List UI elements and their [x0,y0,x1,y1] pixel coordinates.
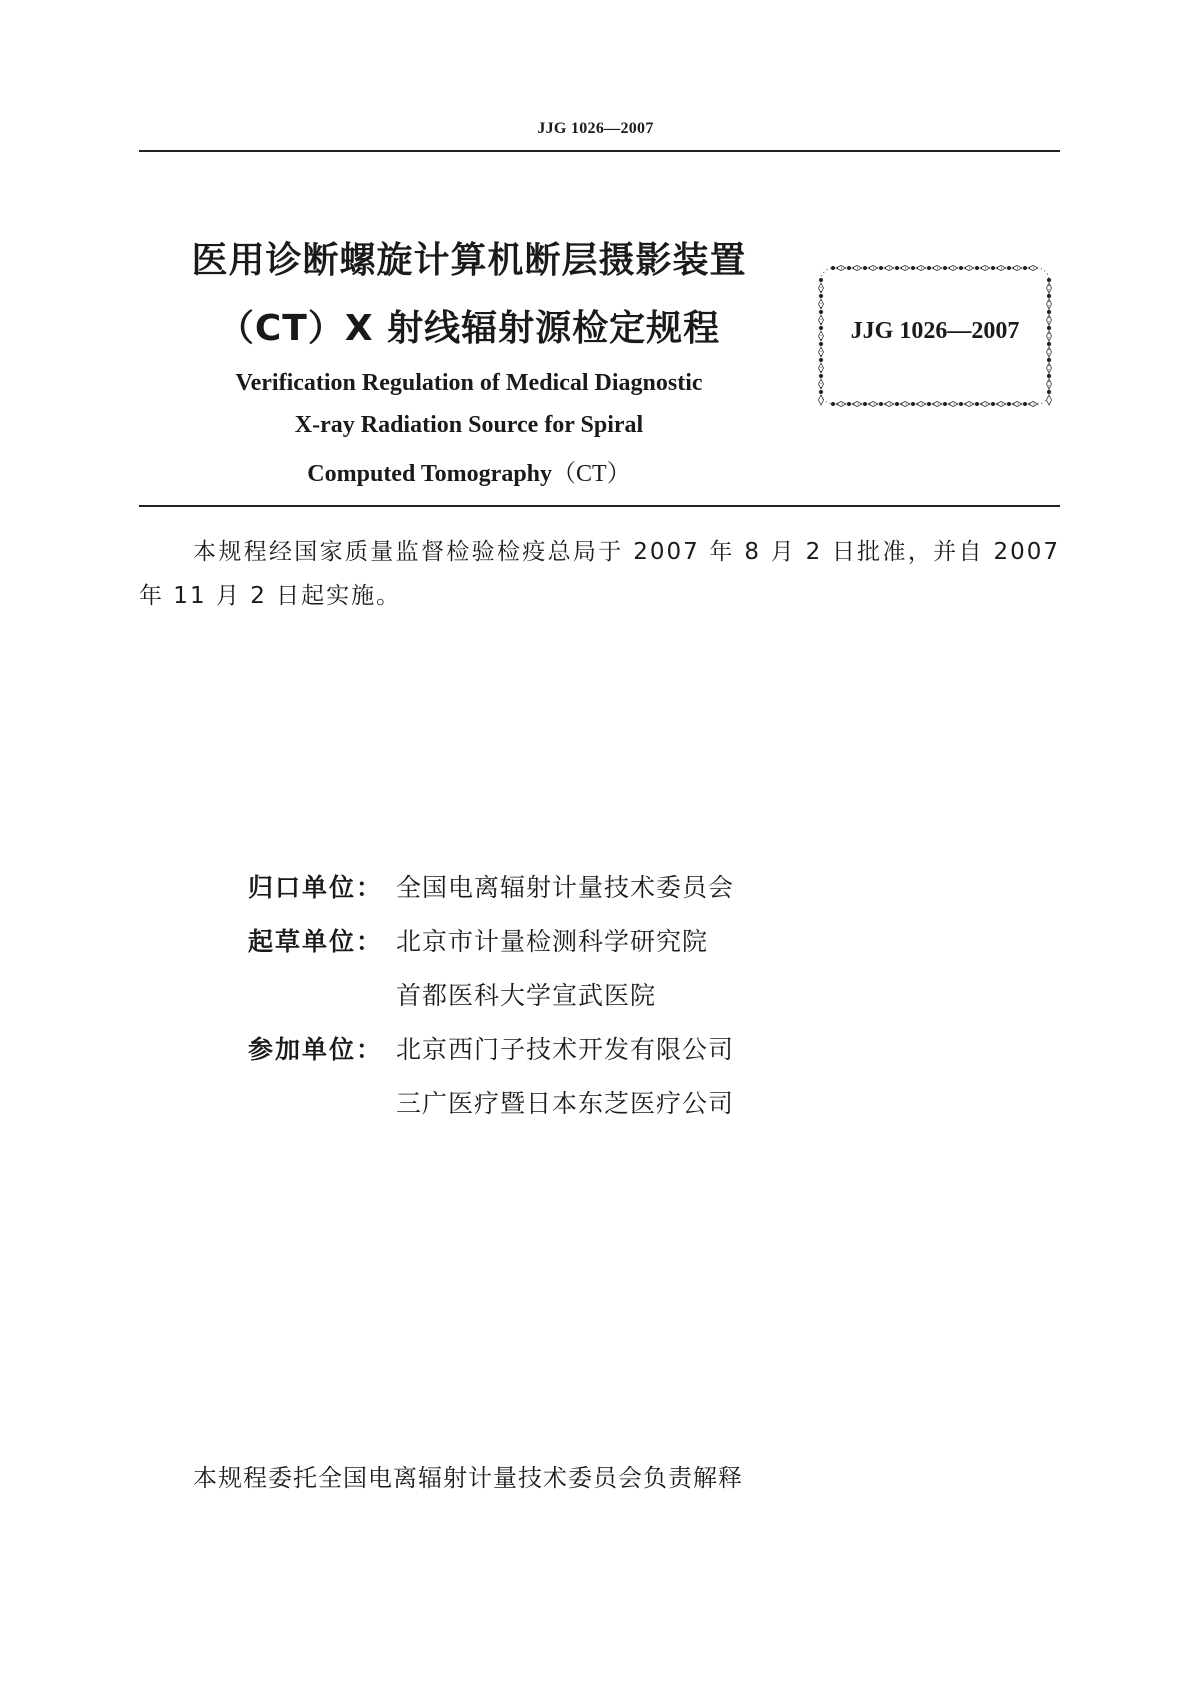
org-label-drafting: 起草单位： [248,927,384,956]
org-value-responsible: 全国电离辐射计量技术委员会 [396,873,735,902]
org-value-participating-2: 三广医疗暨日本东芝医疗公司 [396,1089,735,1118]
regulation-code: JJG 1026—2007 [850,318,1020,344]
page-header-code: JJG 1026—2007 [537,120,654,137]
title-rule [139,505,1060,507]
title-en-line3-paren: （CT） [552,461,631,487]
regulation-code-box [815,262,1055,410]
header-rule [139,150,1060,152]
title-en-line2: X-ray Radiation Source for Spiral [294,412,644,438]
title-en-line1: Verification Regulation of Medical Diagnostic [235,370,703,396]
org-label-participating: 参加单位： [248,1035,384,1064]
interpretation-note: 本规程委托全国电离辐射计量技术委员会负责解释 [193,1464,743,1492]
approval-statement: 本规程经国家质量监督检验检疫总局于 2007 年 8 月 2 日批准，并自 2007 年 11 月 2 日起实施。 [139,539,1060,609]
org-value-drafting-2: 首都医科大学宣武医院 [396,981,657,1010]
org-label-responsible: 归口单位： [248,873,384,902]
title-en-line3-main: Computed Tomography [307,461,553,487]
org-value-participating-1: 北京西门子技术开发有限公司 [396,1035,735,1064]
title-en-line3 [139,453,799,488]
org-value-drafting-1: 北京市计量检测科学研究院 [396,927,709,956]
title-zh-line1: 医用诊断螺旋计算机断层摄影装置 [191,240,747,281]
title-zh-line2: （CT）X 射线辐射源检定规程 [217,308,721,349]
